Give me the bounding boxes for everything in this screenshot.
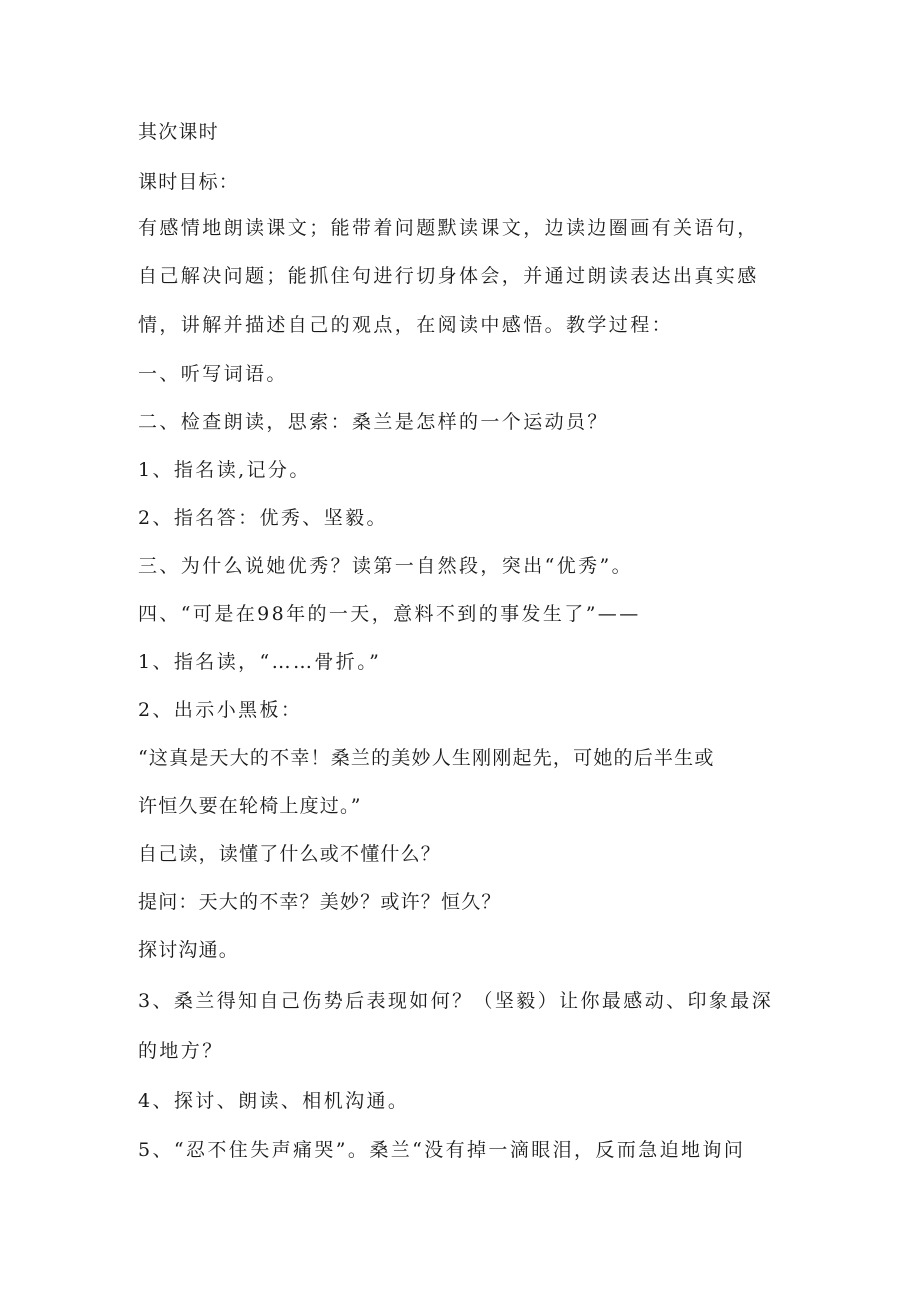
- step-2-item-1: 1、指名读,记分。: [138, 459, 311, 481]
- discussion-note: 探讨沟通。: [138, 939, 240, 961]
- step-4-item-4: 4、探讨、朗读、相机沟通。: [138, 1090, 410, 1112]
- step-4-heading: 四、“可是在98年的一天，意料不到的事发生了”——: [138, 603, 641, 625]
- step-4-item-5: 5、“忍不住失声痛哭”。桑兰“没有掉一滴眼泪，反而急迫地询问: [138, 1139, 746, 1161]
- step-4-item-1: 1、指名读，“……骨折。”: [138, 651, 382, 673]
- objectives-text-line-1: 有感情地朗读课文；能带着问题默读课文，边读边圈画有关语句，: [138, 217, 759, 239]
- step-4-item-2: 2、出示小黑板：: [138, 699, 303, 721]
- step-4-item-3-line-1: 3、桑兰得知自己伤势后表现如何？（坚毅）让你最感动、印象最深: [138, 990, 774, 1012]
- self-reading-prompt: 自己读，读懂了什么或不懂什么？: [138, 843, 442, 865]
- section-heading: 其次课时: [138, 121, 219, 143]
- quote-line-2: 许恒久要在轮椅上度过。”: [138, 795, 362, 817]
- step-2-heading: 二、检查朗读，思索：桑兰是怎样的一个运动员？: [138, 411, 609, 433]
- step-3-heading: 三、为什么说她优秀？读第一自然段，突出“优秀”。: [138, 555, 634, 577]
- objectives-text-line-3: 情，讲解并描述自己的观点，在阅读中感悟。教学过程：: [138, 314, 674, 336]
- quote-line-1: “这真是天大的不幸！桑兰的美妙人生刚刚起先，可她的后半生或: [138, 747, 715, 769]
- step-4-item-3-line-2: 的地方？: [138, 1040, 224, 1062]
- step-1-heading: 一、听写词语。: [138, 363, 288, 385]
- step-2-item-2: 2、指名答：优秀、坚毅。: [138, 507, 388, 529]
- objectives-text-line-2: 自己解决问题；能抓住句进行切身体会，并通过朗读表达出真实感: [138, 265, 759, 287]
- question-prompt: 提问：天大的不幸？美妙？或许？恒久？: [138, 891, 502, 913]
- objectives-label: 课时目标：: [138, 171, 240, 193]
